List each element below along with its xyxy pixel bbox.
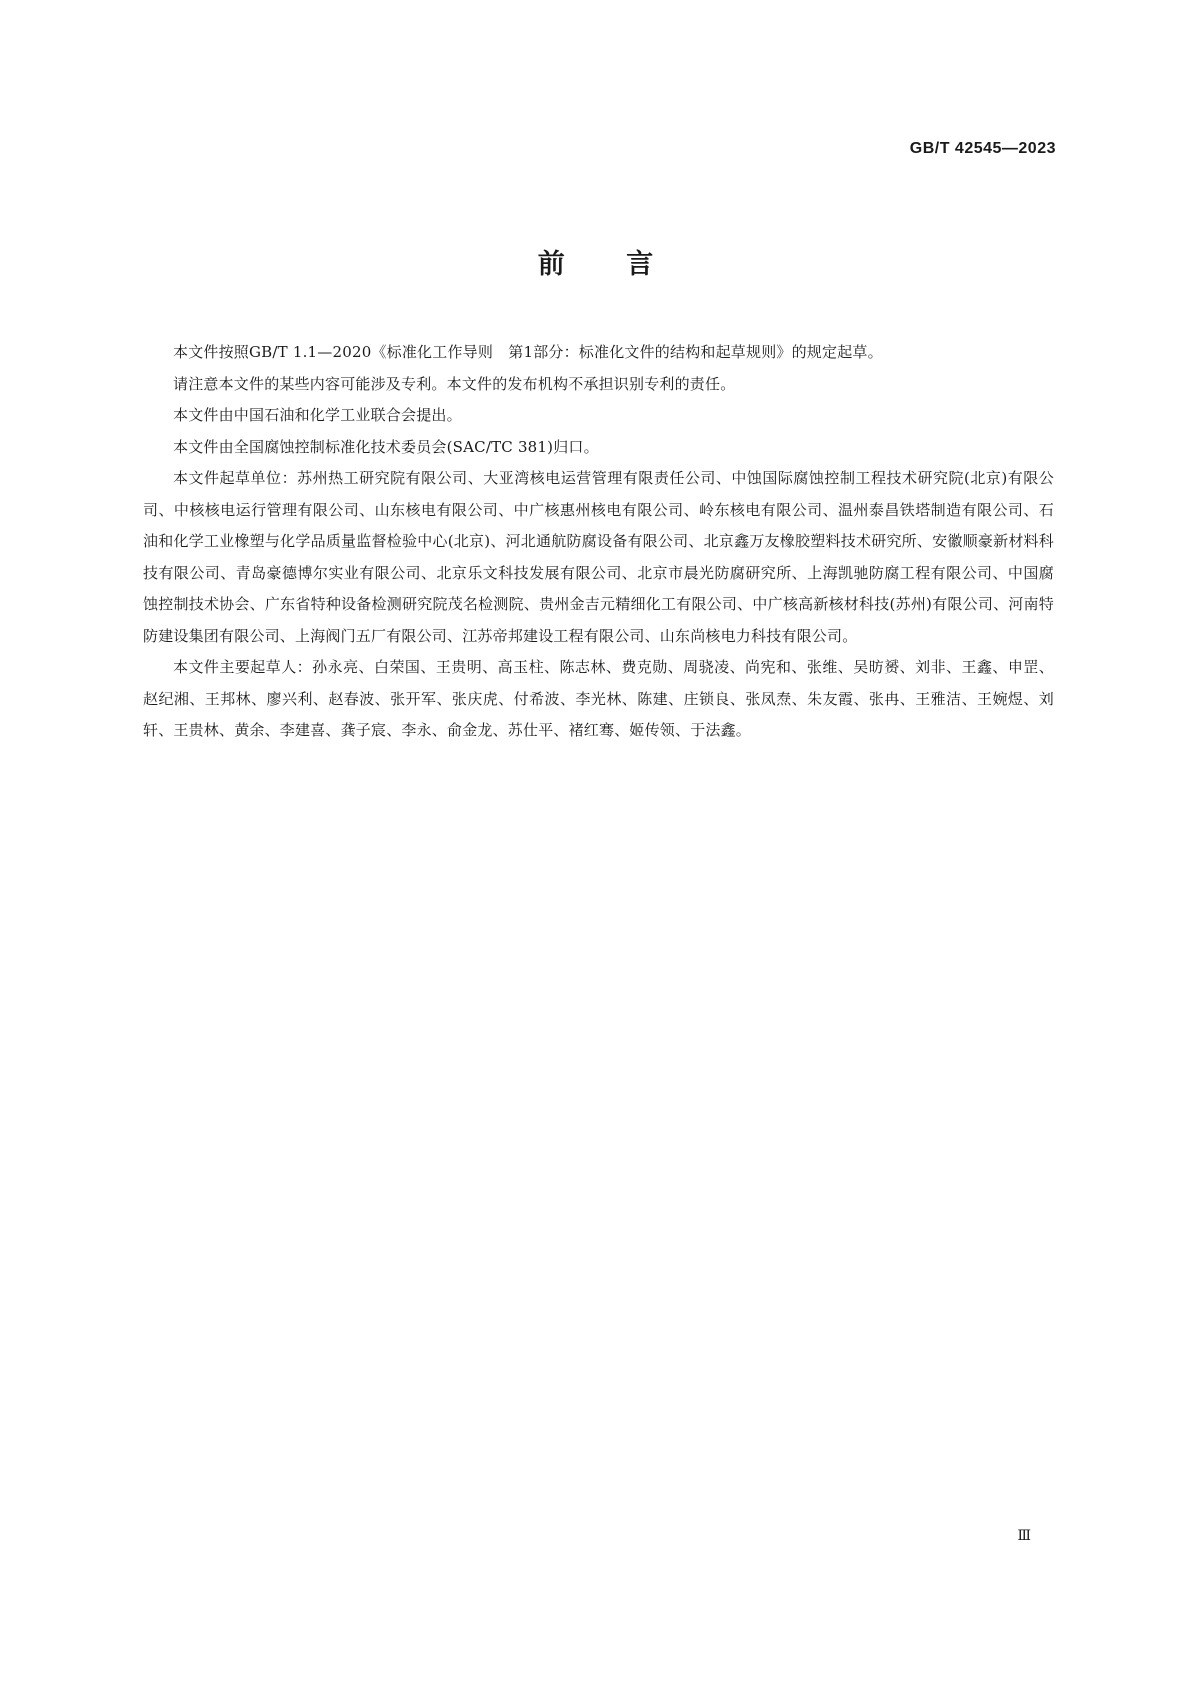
document-body	[143, 337, 1054, 747]
paragraph-drafters: 本文件主要起草人：孙永亮、白荣国、王贵明、高玉柱、陈志林、费克勋、周骁凌、尚宪和、张维、吴昉赟、刘非、王鑫、申罡、赵纪湘、王邦林、廖兴利、赵春波、张开军、张庆虎、付希波、李光林、陈建、庄锁良、张凤焘、朱友霞、张冉、王雅洁、王婉煜、刘轩、王贵林、黄余、李建喜、龚子宸、李永、俞金龙、苏仕平、褚红骞、姬传领、于法鑫。	[143, 658, 1054, 739]
paragraph-drafting-organizations: 本文件起草单位：苏州热工研究院有限公司、大亚湾核电运营管理有限责任公司、中蚀国际腐蚀控制工程技术研究院(北京)有限公司、中核核电运行管理有限公司、山东核电有限公司、中广核惠州核电有限公司、岭东核电有限公司、温州泰昌铁塔制造有限公司、石油和化学工业橡塑与化学品质量监督检验中心(北京)、河北通航防腐设备有限公司、北京鑫万友橡胶塑料技术研究所、安徽顺豪新材料科技有限公司、青岛豪德博尔实业有限公司、北京乐文科技发展有限公司、北京市晨光防腐研究所、上海凯驰防腐工程有限公司、中国腐蚀控制技术协会、广东省特种设备检测研究院茂名检测院、贵州金吉元精细化工有限公司、中广核高新核材科技(苏州)有限公司、河南特防建设集团有限公司、上海阀门五厂有限公司、江苏帝邦建设工程有限公司、山东尚核电力科技有限公司。	[143, 469, 1054, 645]
page-title: 前 言	[537, 249, 654, 280]
paragraph-administrator: 本文件由全国腐蚀控制标准化技术委员会(SAC/TC 381)归口。	[173, 437, 599, 456]
paragraph-drafting-rules: 本文件按照GB/T 1.1—2020《标准化工作导则 第1部分：标准化文件的结构和起草规则》的规定起草。	[173, 343, 883, 361]
paragraph-patent-notice: 请注意本文件的某些内容可能涉及专利。本文件的发布机构不承担识别专利的责任。	[173, 374, 736, 393]
page-number: Ⅲ	[1017, 1528, 1031, 1544]
standard-number: GB/T 42545—2023	[909, 140, 1056, 157]
paragraph-proposer: 本文件由中国石油和化学工业联合会提出。	[173, 406, 462, 424]
